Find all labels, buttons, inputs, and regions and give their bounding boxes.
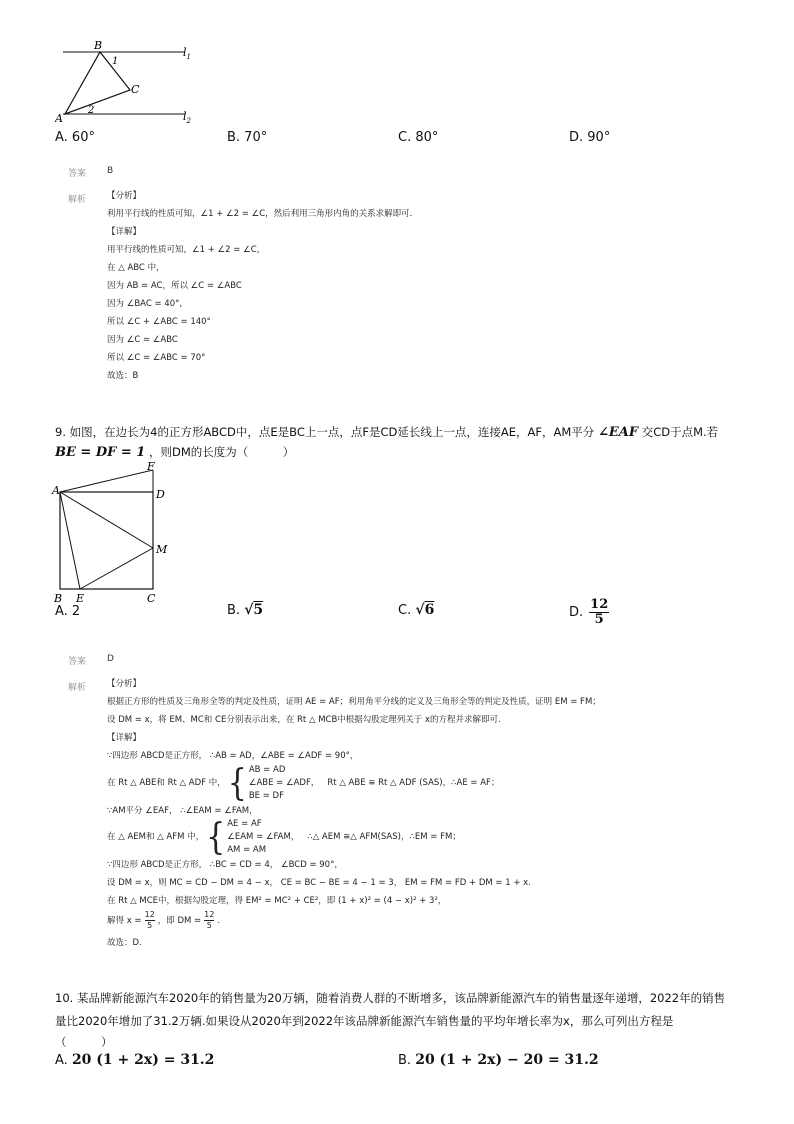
- segment-am: [60, 492, 153, 548]
- fraction: $\frac{12}{5}$: [144, 910, 155, 930]
- q9-figure: [50, 460, 180, 605]
- q10-stem-line3: （ ）: [55, 1035, 113, 1049]
- label-e: E: [76, 592, 85, 605]
- label-b: B: [94, 39, 103, 52]
- q9-explain-line: ∵四边形 ABCD是正方形， ∴BC = CD = 4， ∠BCD = 90°，: [107, 860, 343, 870]
- q8-explain-line: 【详解】: [107, 227, 142, 237]
- q8-answer-label: 答案: [68, 169, 87, 179]
- q8-explain-line: 故选：B: [107, 371, 139, 381]
- q8-explain-line: 利用平行线的性质可知，∠1 + ∠2 = ∠C，然后利用三角形内角的关系求解即可.: [107, 209, 413, 219]
- q9-explain-block-bottom: [107, 856, 531, 910]
- q9-answer-label: 答案: [68, 657, 87, 667]
- q9-final: 故选：D.: [107, 938, 142, 948]
- q9-answer: D: [107, 654, 114, 664]
- q9-explain-line: 【详解】: [107, 733, 142, 743]
- q9-explain-label: 解析: [68, 683, 87, 693]
- q10-stem-line1: 10. 某品牌新能源汽车2020年的销售量为20万辆，随着消费人群的不断增多，该品牌新能源汽车的销售量逐年递增，2022年的销售: [55, 991, 726, 1005]
- q8-answer: B: [107, 166, 114, 176]
- sqrt-symbol: √5: [244, 602, 264, 618]
- segment-af: [60, 470, 153, 492]
- fraction: $\frac{12}{5}$: [204, 910, 215, 930]
- q9-am-line: ∵AM平分 ∠EAF， ∴∠EAM = ∠FAM，: [107, 806, 258, 816]
- q9-option-b[interactable]: B. √5: [227, 602, 264, 618]
- label-angle-1: 1: [112, 56, 119, 67]
- sqrt-symbol: √6: [415, 602, 435, 618]
- fraction: 12 5: [590, 597, 609, 627]
- q8-explain-line: 因为 ∠BAC = 40°，: [107, 299, 188, 309]
- q8-option-a[interactable]: A. 60°: [55, 130, 95, 145]
- q9-stem-math2: BE = DF = 1: [55, 445, 146, 460]
- q8-explain-line: 因为 AB = AC，所以 ∠C = ∠ABC: [107, 281, 242, 291]
- q9-explain-line: 根据正方形的性质及三角形全等的判定及性质，证明 AE = AF；利用角平分线的定义及三角形全等的判定及性质，证明 EM = FM；: [107, 697, 601, 707]
- q8-explain-label: 解析: [68, 195, 87, 205]
- label-f: F: [147, 460, 155, 473]
- q10-option-a[interactable]: A. 20 (1 + 2x) = 31.2: [55, 1052, 215, 1068]
- q9-explain-line: 设 DM = x，将 EM、MC和 CE分别表示出来，在 Rt △ MCB中根据勾股定理列关于 x的方程并求解即可.: [107, 715, 501, 725]
- q9-explain-line: ∵四边形 ABCD是正方形， ∴AB = AD，∠ABE = ∠ADF = 90°，: [107, 751, 359, 761]
- q8-option-c[interactable]: C. 80°: [398, 130, 439, 145]
- q9-option-a[interactable]: A. 2: [55, 604, 81, 619]
- q9-stem-line2: BE = DF = 1 ，则DM的长度为（ ）: [55, 445, 295, 460]
- q9-option-c[interactable]: C. √6: [398, 602, 435, 618]
- triangle-abc: [65, 52, 130, 114]
- label-m: M: [156, 543, 168, 556]
- q8-explain-line: 用平行线的性质可知，∠1 + ∠2 = ∠C，: [107, 245, 266, 255]
- q9-explain-line: 设 DM = x，则 MC = CD − DM = 4 − x， CE = BC − BE = 4 − 1 = 3， EM = FM = FD + DM = 1 + x.: [107, 878, 531, 888]
- q8-explain-line: 所以 ∠C + ∠ABC = 140°: [107, 317, 211, 327]
- segment-em: [80, 548, 153, 589]
- q8-explain-line: 所以 ∠C = ∠ABC = 70°: [107, 353, 206, 363]
- q9-system-1: 在 Rt △ ABE和 Rt △ ADF 中， { AB = AD ∠ABE = ∠ADF， BE = DF Rt △ ABE ≅ Rt △ ADF (SAS)，∴AE = AF；: [107, 761, 500, 804]
- q9-stem-math1: ∠EAF: [597, 425, 639, 440]
- q8-explain-line: 在 △ ABC 中，: [107, 263, 165, 273]
- q9-solve-line: 解得 x = $\frac{12}{5}$ ，即 DM = $\frac{12}{5}$ .: [107, 910, 221, 930]
- q8-option-b[interactable]: B. 70°: [227, 130, 268, 145]
- q8-figure: [55, 38, 205, 126]
- q10-option-b[interactable]: B. 20 (1 + 2x) − 20 = 31.2: [398, 1052, 599, 1068]
- label-c: C: [131, 83, 140, 96]
- brace: {: [206, 815, 226, 858]
- label-b: B: [54, 592, 63, 605]
- label-d: D: [156, 488, 165, 501]
- q9-system-2: 在 △ AEM和 △ AFM 中， { AE = AF ∠EAM = ∠FAM， AM = AM ∴△ AEM ≅△ AFM(SAS)，∴EM = FM；: [107, 815, 461, 858]
- label-a: A: [52, 484, 60, 497]
- segment-ae: [60, 492, 80, 589]
- q10-stem-line2: 量比2020年增加了31.2万辆.如果设从2020年到2022年该品牌新能源汽车销售量的平均年增长率为x，那么可列出方程是: [55, 1014, 674, 1028]
- label-l1: $l_1$: [183, 46, 191, 61]
- q8-explain-line: 因为 ∠C = ∠ABC: [107, 335, 178, 345]
- q9-option-d[interactable]: D. 12 5: [569, 597, 609, 627]
- q8-explain-line: 【分析】: [107, 191, 142, 201]
- q9-explain-line: 【分析】: [107, 679, 142, 689]
- q8-option-d[interactable]: D. 90°: [569, 130, 611, 145]
- q9-explain-line: 在 Rt △ MCE中，根据勾股定理，得 EM² = MC² + CE²，即 (1 + x)² = (4 − x)² + 3²，: [107, 896, 447, 906]
- brace: {: [227, 761, 247, 804]
- label-angle-2: 2: [88, 105, 95, 116]
- label-l2: $l_2$: [183, 110, 191, 125]
- q9-explain-block-top: [107, 675, 601, 765]
- q9-stem-line1: 9. 如图，在边长为4的正方形ABCD中，点E是BC上一点，点F是CD延长线上一点，连接AE，AF，AM平分 ∠EAF 交CD于点M.若: [55, 425, 719, 440]
- label-c: C: [147, 592, 156, 605]
- label-a: A: [55, 112, 63, 125]
- q8-explain-block: [107, 187, 412, 385]
